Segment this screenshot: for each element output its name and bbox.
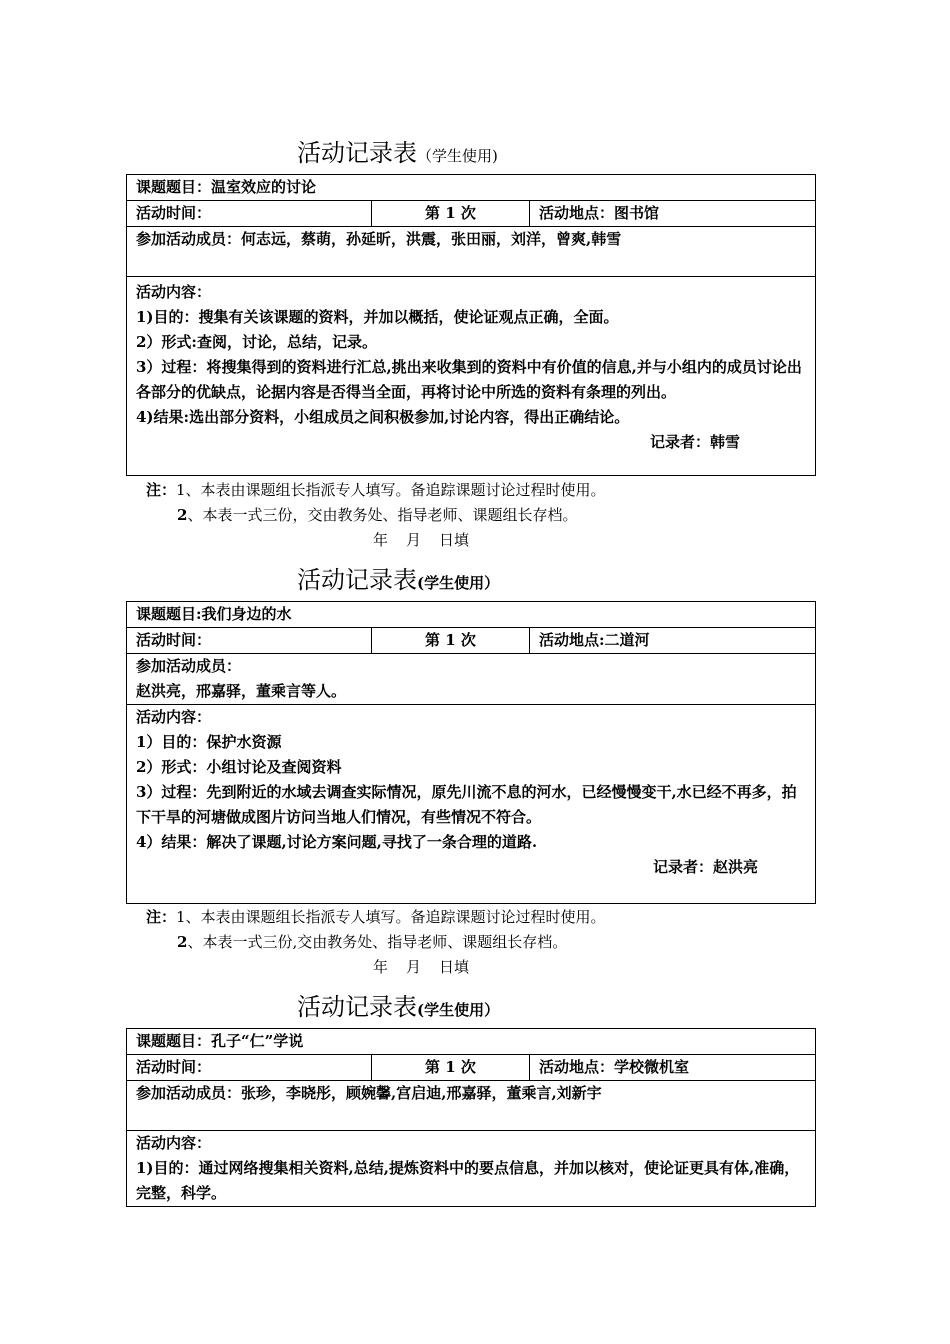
form1-note1-text: 1、本表由课题组长指派专人填写。备追踪课题讨论过程时使用。 — [176, 481, 606, 499]
form3-members-text: 参加活动成员：张珍，李晓彤，顾婉馨,宫启迪,邢嘉驿，董乘言,刘新宇 — [136, 1084, 602, 1102]
form3-session: 第 1 次 — [372, 1055, 530, 1081]
form2-date — [146, 955, 606, 980]
form1-content-cell — [127, 277, 816, 476]
form2-content-line: 1）目的：保护水资源 — [136, 733, 282, 751]
form1-date-year: 年 — [373, 531, 389, 549]
form1-title — [297, 133, 498, 168]
form2-session: 第 1 次 — [372, 628, 530, 654]
form3-members — [127, 1081, 816, 1131]
form2-content-line: 4）结果：解决了课题,讨论方案问题,寻找了一条合理的道路. — [136, 833, 538, 851]
form1-notes — [146, 478, 606, 553]
form2-time-label: 活动时间： — [127, 628, 372, 654]
form2-content-line: 3）过程：先到附近的水域去调查实际情况，原先川流不息的河水，已经慢慢变干,水已经不再多，拍下干旱的河塘做成图片访问当地人们情况，有些情况不符合。 — [136, 783, 797, 826]
form3-content-cell — [127, 1131, 816, 1207]
form1-note2 — [146, 503, 606, 528]
form2-note1 — [146, 905, 606, 930]
form1-date-day: 日填 — [439, 531, 470, 549]
form2-members-label: 参加活动成员： — [136, 657, 242, 675]
form1-place: 活动地点：图书馆 — [530, 201, 816, 227]
form1-time-label: 活动时间： — [127, 201, 372, 227]
form2-note2-prefix: 2 — [177, 933, 188, 951]
form3-topic: 课题题目：孔子“仁”学说 — [127, 1029, 816, 1055]
form1-members-text: 参加活动成员：何志远，蔡萌，孙延昕，洪震，张田丽，刘洋，曾爽,韩雪 — [136, 230, 622, 248]
form1-table — [126, 174, 816, 476]
form2-recorder: 记录者：赵洪亮 — [653, 858, 759, 876]
form2-topic: 课题题目:我们身边的水 — [127, 602, 816, 628]
form1-content-line: 2）形式:查阅，讨论，总结，记录。 — [136, 333, 377, 351]
form2-note2 — [146, 930, 606, 955]
form2-place: 活动地点:二道河 — [530, 628, 816, 654]
form2-date-day: 日填 — [439, 958, 470, 976]
form2-content-cell — [127, 705, 816, 904]
form3-content-line: 1)目的：通过网络搜集相关资料,总结,提炼资料中的要点信息，并加以核对，使论证更具有体,准确，完整，科学。 — [136, 1159, 800, 1202]
form3-table — [126, 1028, 816, 1207]
form1-date-month: 月 — [406, 531, 422, 549]
form1-content-line: 1)目的：搜集有关该课题的资料，并加以概括，使论证观点正确，全面。 — [136, 308, 619, 326]
form2-content-line: 2）形式：小组讨论及查阅资料 — [136, 758, 342, 776]
form1-topic: 课题题目：温室效应的讨论 — [127, 175, 816, 201]
form2-notes — [146, 905, 606, 980]
form1-members — [127, 227, 816, 277]
form2-subtitle: (学生使用） — [417, 574, 500, 592]
form2-table — [126, 601, 816, 904]
form1-note2-text: 、本表一式三份，交由教务处、指导老师、课题组长存档。 — [187, 506, 578, 524]
form2-members — [127, 654, 816, 705]
form1-content-line: 4)结果:选出部分资料，小组成员之间积极参加,讨论内容，得出正确结论。 — [136, 408, 630, 426]
form3-title-text: 活动记录表 — [297, 993, 417, 1021]
form3-time-label: 活动时间： — [127, 1055, 372, 1081]
form3-subtitle: (学生使用） — [417, 1001, 500, 1019]
form1-title-text: 活动记录表 — [297, 139, 417, 167]
form1-content-line: 3）过程：将搜集得到的资料进行汇总,挑出来收集到的资料中有价值的信息,并与小组内的成员讨论出各部分的优缺点，论据内容是否得当全面，再将讨论中所选的资料有条理的列出。 — [136, 358, 802, 401]
form1-note2-prefix: 2 — [177, 506, 188, 524]
form2-content-label: 活动内容： — [136, 708, 212, 726]
form2-members-names: 赵洪亮，邢嘉驿，董乘言等人。 — [136, 682, 347, 700]
form1-date — [146, 528, 606, 553]
form2-date-month: 月 — [406, 958, 422, 976]
form1-session: 第 1 次 — [372, 201, 530, 227]
form1-note1 — [146, 478, 606, 503]
form1-content-label: 活动内容： — [136, 283, 212, 301]
form1-recorder: 记录者：韩雪 — [650, 433, 741, 451]
form3-title — [297, 987, 499, 1022]
form2-title-text: 活动记录表 — [297, 566, 417, 594]
form1-subtitle: （学生使用) — [417, 147, 498, 165]
form3-content-label: 活动内容： — [136, 1134, 212, 1152]
form3-place: 活动地点：学校微机室 — [530, 1055, 816, 1081]
form2-note2-text: 、本表一式三份,交由教务处、指导老师、课题组长存档。 — [187, 933, 568, 951]
form2-note1-text: 1、本表由课题组长指派专人填写。备追踪课题讨论过程时使用。 — [176, 908, 606, 926]
form2-date-year: 年 — [373, 958, 389, 976]
form2-note1-prefix: 注： — [146, 908, 177, 926]
form2-title — [297, 560, 499, 595]
form1-note1-prefix: 注： — [146, 481, 177, 499]
